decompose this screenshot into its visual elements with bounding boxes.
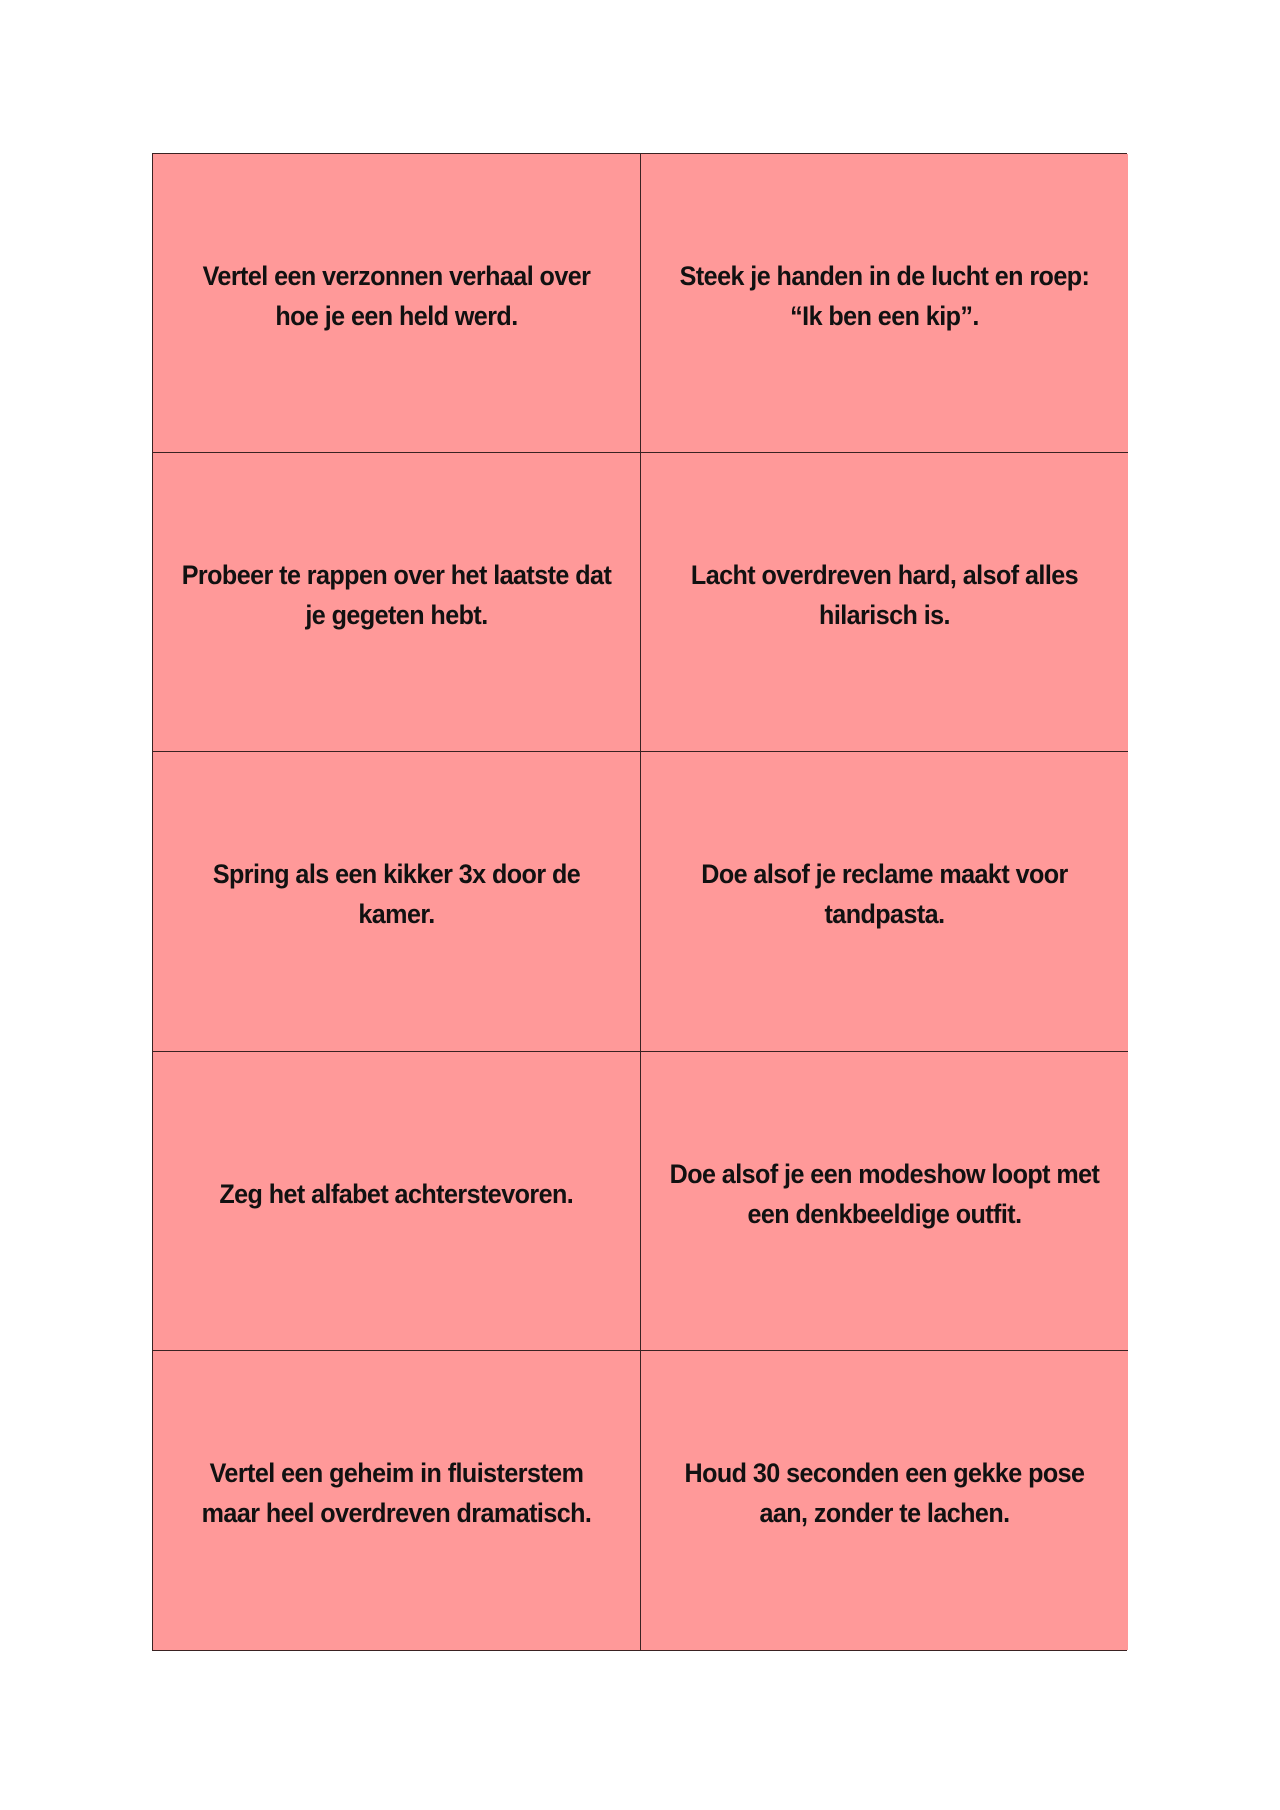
card-text: Zeg het alfabet achterstevoren. (219, 1178, 574, 1209)
card-text: Lacht overdreven hard, alsof alles hilarisch is. (690, 560, 1079, 631)
card-5 (153, 752, 641, 1051)
card-text: Vertel een verzonnen verhaal over hoe je een held werd. (202, 261, 591, 332)
card-text: Vertel een geheim in fluisterstem maar heel overdreven dramatisch. (201, 1458, 592, 1529)
card-4 (641, 453, 1128, 752)
card-text: Spring als een kikker 3x door de kamer. (212, 859, 581, 930)
card-2 (641, 154, 1128, 453)
card-table (152, 153, 1127, 1651)
card-7 (153, 1052, 641, 1351)
card-text: Doe alsof je een modeshow loopt met een denkbeeldige outfit. (669, 1158, 1100, 1229)
card-9 (153, 1351, 641, 1650)
card-text: Steek je handen in de lucht en roep: “Ik ben een kip”. (679, 261, 1090, 332)
card-10 (641, 1351, 1128, 1650)
card-text: Houd 30 seconden een gekke pose aan, zonder te lachen. (684, 1458, 1085, 1529)
card-8 (641, 1052, 1128, 1351)
card-text: Probeer te rappen over het laatste dat je gegeten hebt. (181, 560, 612, 631)
card-1 (153, 154, 641, 453)
card-text: Doe alsof je reclame maakt voor tandpasta. (701, 859, 1068, 930)
card-6 (641, 752, 1128, 1051)
card-3 (153, 453, 641, 752)
